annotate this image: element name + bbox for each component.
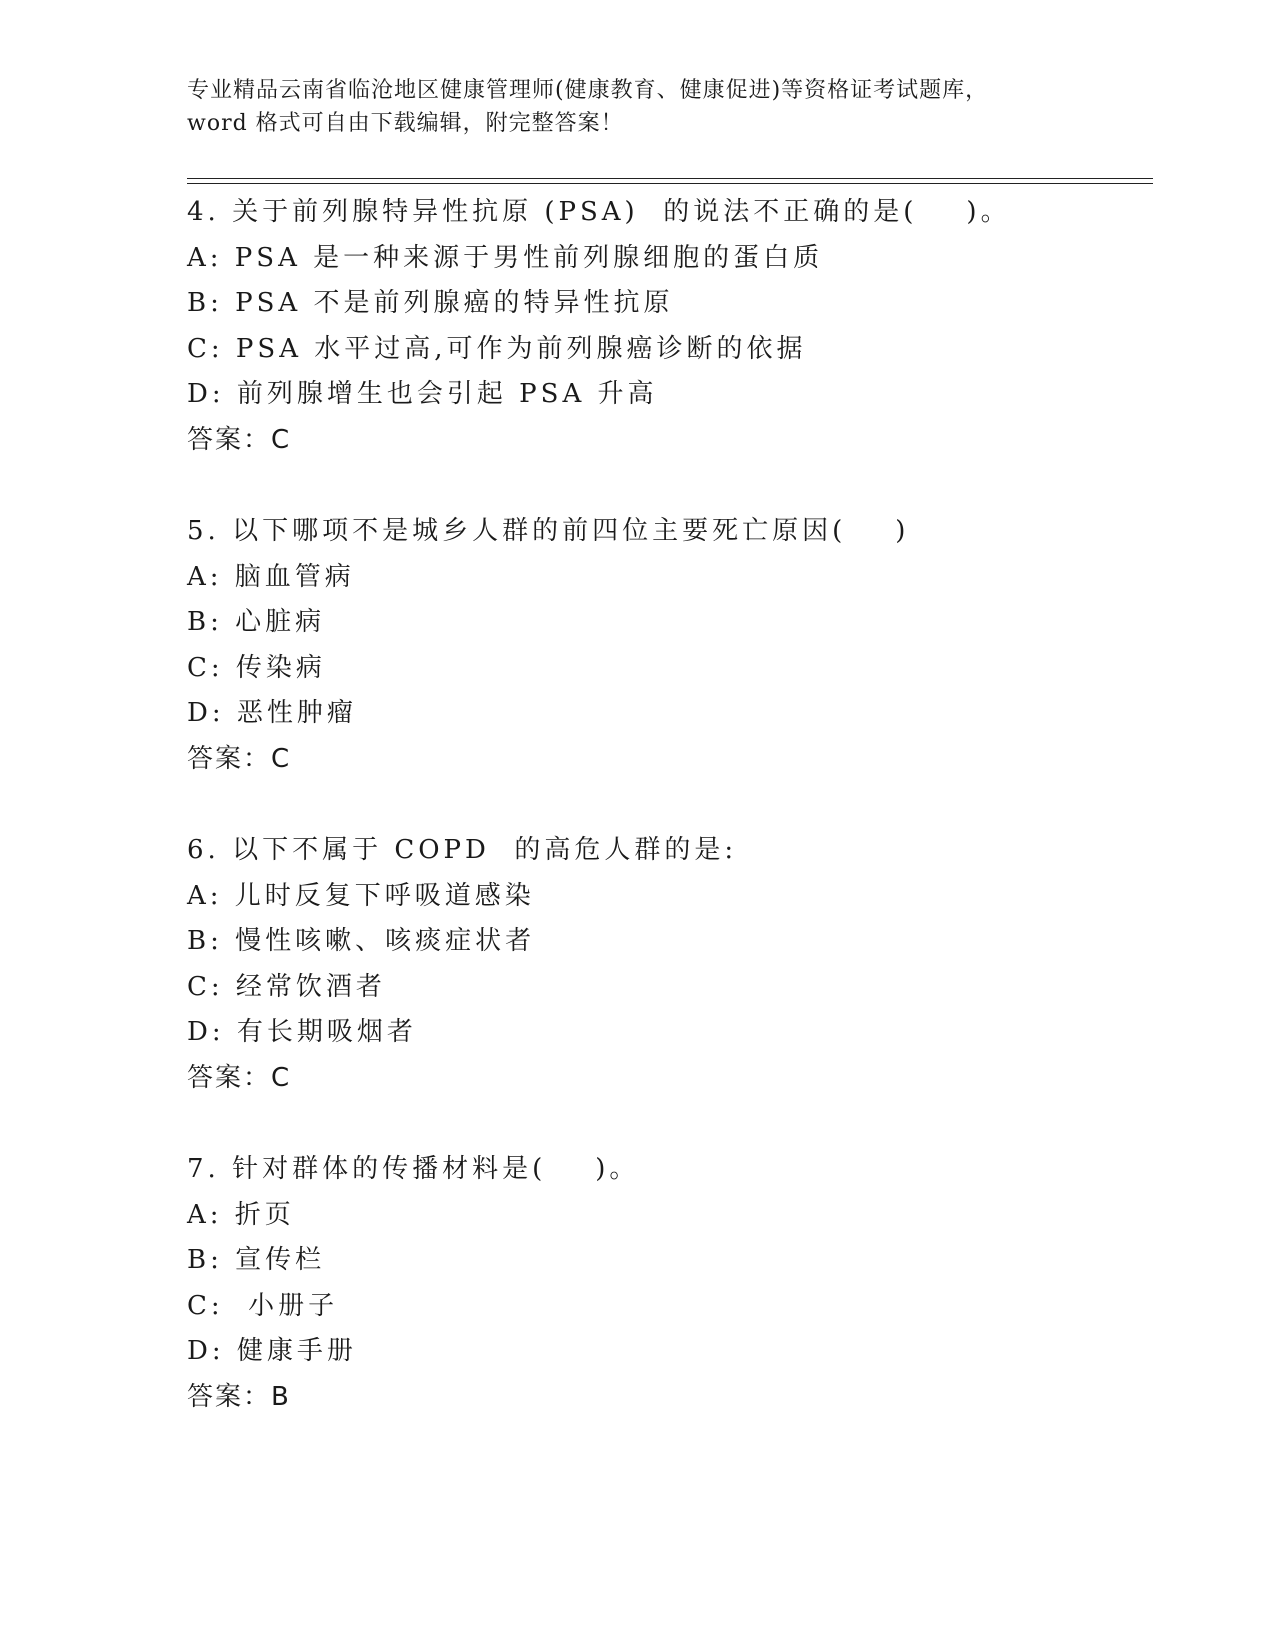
option-b: B: 心脏病	[187, 607, 326, 637]
question-6	[187, 828, 1147, 1101]
header-line-1: 专业精品云南省临沧地区健康管理师(健康教育、健康促进)等资格证考试题库，	[187, 78, 989, 103]
option-c: C: PSA 水平过高,可作为前列腺癌诊断的依据	[187, 333, 807, 364]
option-b: B: 宣传栏	[187, 1245, 326, 1275]
header-divider-top	[187, 178, 1153, 179]
header-divider-bottom	[187, 183, 1153, 184]
option-d: D: 前列腺增生也会引起 PSA 升高	[187, 379, 658, 409]
option-d: D: 健康手册	[187, 1336, 357, 1366]
option-c: C: 传染病	[187, 652, 326, 683]
answer-line: 答案：C	[187, 743, 292, 774]
option-c: C: 小册子	[187, 1290, 339, 1321]
document-header	[187, 74, 1087, 140]
question-7	[187, 1147, 1147, 1420]
question-stem: 5. 以下哪项不是城乡人群的前四位主要死亡原因( )	[187, 516, 910, 546]
answer-line: 答案：C	[187, 424, 292, 455]
question-stem: 6. 以下不属于 COPD 的高危人群的是:	[187, 835, 738, 865]
option-d: D: 有长期吸烟者	[187, 1017, 417, 1047]
option-a: A: 折页	[187, 1199, 295, 1230]
option-a: A: 脑血管病	[187, 561, 355, 592]
answer-line: 答案：B	[187, 1381, 291, 1412]
option-c: C: 经常饮酒者	[187, 971, 386, 1002]
option-d: D: 恶性肿瘤	[187, 698, 357, 728]
answer-line: 答案：C	[187, 1062, 292, 1093]
question-stem: 7. 针对群体的传播材料是( )。	[187, 1154, 640, 1184]
question-stem: 4. 关于前列腺特异性抗原 (PSA) 的说法不正确的是( )。	[187, 197, 1011, 227]
option-a: A: 儿时反复下呼吸道感染	[187, 880, 535, 911]
question-5	[187, 509, 1147, 782]
option-b: B: 慢性咳嗽、咳痰症状者	[187, 926, 536, 956]
option-b: B: PSA 不是前列腺癌的特异性抗原	[187, 288, 674, 318]
question-list	[187, 190, 1147, 1466]
header-line-2: word 格式可自由下载编辑，附完整答案！	[187, 111, 624, 136]
question-4	[187, 190, 1147, 463]
option-a: A: PSA 是一种来源于男性前列腺细胞的蛋白质	[187, 242, 824, 273]
